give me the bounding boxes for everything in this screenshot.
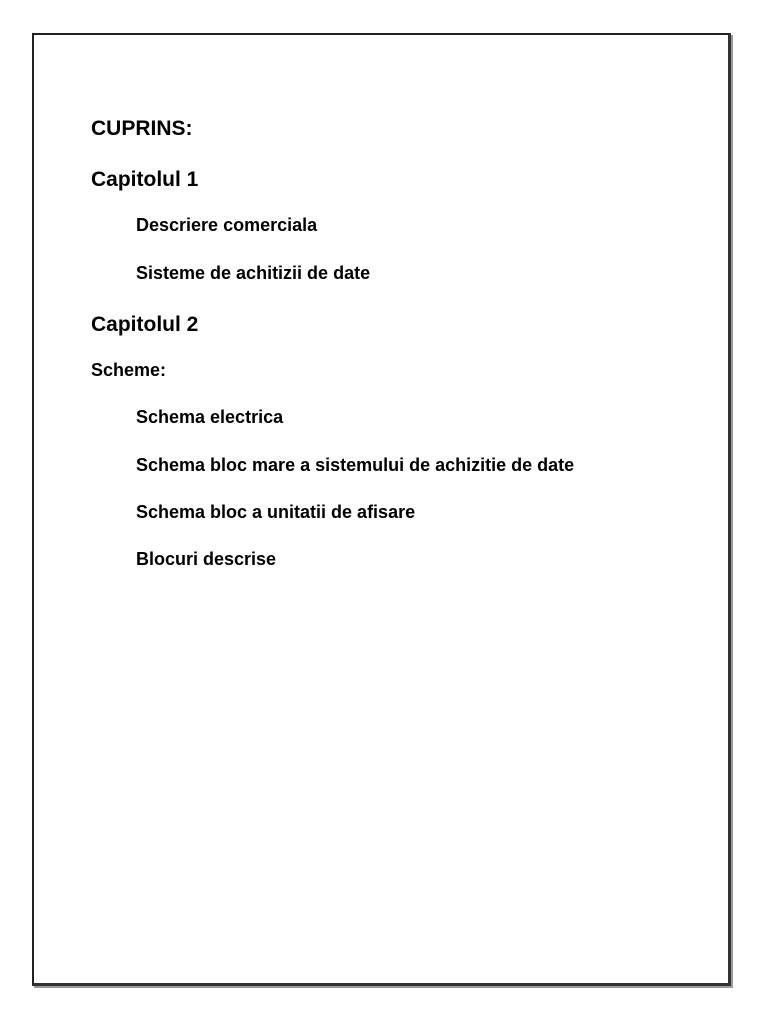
toc-item: Descriere comerciala <box>136 215 318 235</box>
chapter-2-title: Capitolul 2 <box>91 313 199 336</box>
toc-item: Schema electrica <box>136 407 284 427</box>
toc-item: Schema bloc mare a sistemului de achizitie de date <box>136 455 575 475</box>
toc-item: Schema bloc a unitatii de afisare <box>136 502 416 522</box>
schemes-label: Scheme: <box>91 360 167 380</box>
toc-heading: CUPRINS: <box>91 117 193 140</box>
toc-item: Blocuri descrise <box>136 549 277 569</box>
chapter-1-title: Capitolul 1 <box>91 168 199 191</box>
toc-item: Sisteme de achitizii de date <box>136 263 371 283</box>
